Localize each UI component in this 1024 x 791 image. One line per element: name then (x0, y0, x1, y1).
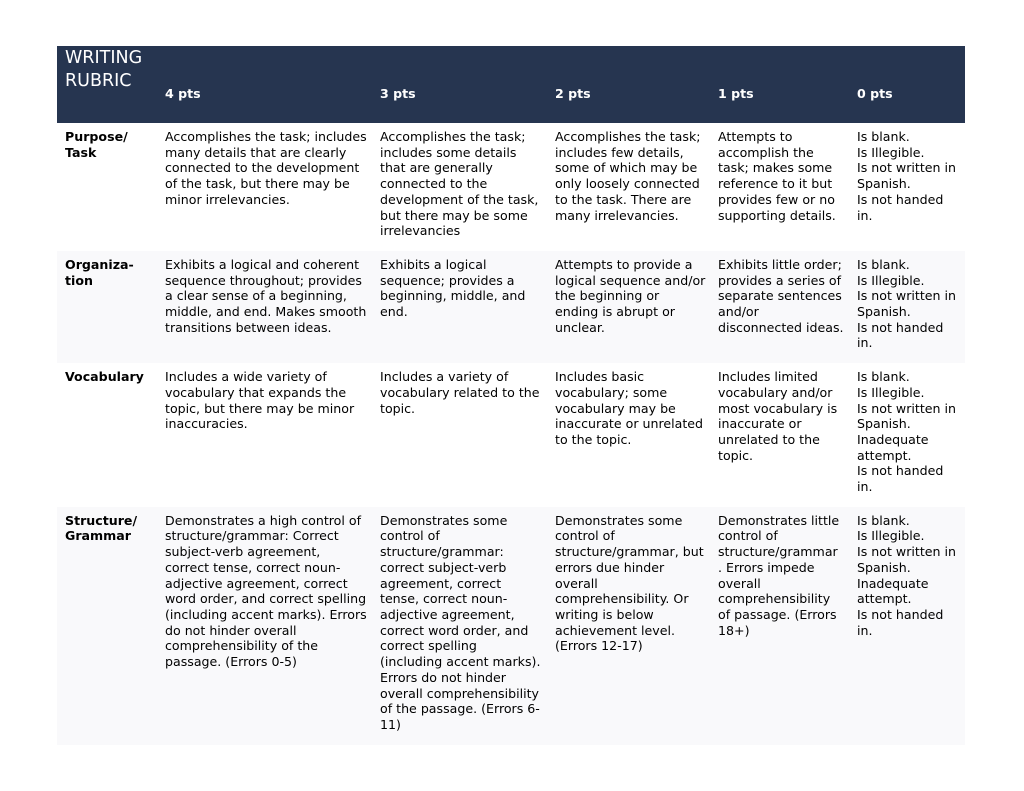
descriptor-2-pts: Attempts to provide a logical sequence and/or the beginning or ending is abrupt or unclear. (555, 256, 706, 335)
zero-item: Is not written in Spanish. (857, 544, 956, 575)
level-header-4-pts: 4 pts (165, 86, 201, 102)
zero-item: Is Illegible. (857, 272, 925, 288)
zero-item: Is not handed in. (857, 606, 944, 638)
zero-item: Is blank. (857, 256, 910, 272)
level-header-1-pts: 1 pts (718, 86, 754, 102)
descriptor-1-pts: Exhibits little order; provides a series of separate sentences and/or disconnected ideas. (718, 256, 844, 335)
criterion-label (57, 251, 157, 363)
descriptor-3-pts: Exhibits a logical sequence; provides a beginning, middle, and end. (380, 256, 526, 320)
zero-item: Is not written in Spanish. (857, 288, 956, 320)
rubric-header (57, 46, 965, 123)
zero-item: Is not written in Spanish. (857, 400, 956, 432)
criterion-label-line-1: Vocabulary (65, 369, 144, 385)
descriptor-2-pts: Demonstrates some control of structure/grammar, but errors due hinder overall comprehensibility. Or writing is below achievement level. (Errors 12-17) (555, 512, 704, 654)
descriptor-2-pts: Accomplishes the task; includes few details, some of which may be only loosely connected to the task. There are many irrelevancies. (555, 129, 701, 223)
zero-item: Is not handed in. (857, 191, 944, 223)
criterion-label (57, 123, 157, 251)
descriptor-1-pts: Attempts to accomplish the task; makes some reference to it but provides few or no supporting details. (718, 129, 836, 223)
zero-item: Is Illegible. (857, 528, 925, 544)
level-header-2-pts: 2 pts (555, 86, 591, 102)
zero-item: Is not written in Spanish. (857, 160, 956, 192)
descriptor-3-pts: Includes a variety of vocabulary related to the topic. (380, 369, 540, 416)
criterion-row-vocabulary (57, 363, 965, 507)
zero-item: Is Illegible. (857, 384, 925, 400)
zero-item: Is blank. (857, 369, 910, 385)
descriptor-0-pts (849, 507, 965, 745)
descriptor-1-pts: Demonstrates little control of structure/grammar . Errors impede overall comprehensibility of passage. (Errors 18+) (718, 512, 840, 638)
descriptor-3-pts: Accomplishes the task; includes some details that are generally connected to the development of the task, but there may be some irrelevancies (380, 129, 539, 239)
zero-item: Inadequate attempt. (857, 575, 929, 607)
criterion-row-purpose-task (57, 123, 965, 251)
criterion-label-line-1: Structure/ (65, 512, 138, 528)
zero-item: Is not handed in. (857, 463, 944, 495)
level-header-3-pts: 3 pts (380, 86, 416, 102)
zero-item: Is blank. (857, 512, 910, 528)
zero-item: Inadequate attempt. (857, 431, 929, 463)
criterion-label-line-1: Purpose/ (65, 129, 128, 144)
descriptor-4-pts: Includes a wide variety of vocabulary that expands the topic, but there may be minor inaccuracies. (165, 369, 355, 432)
rubric-body (57, 123, 965, 745)
criterion-row-organization (57, 251, 965, 363)
descriptor-0-pts (849, 251, 965, 363)
descriptor-2-pts: Includes basic vocabulary; some vocabulary may be inaccurate or unrelated to the topic. (555, 369, 704, 447)
header-row (57, 46, 965, 123)
descriptor-4-pts: Accomplishes the task; includes many details that are clearly connected to the development of the task, but there may be minor irrelevancies. (165, 129, 367, 207)
zero-item: Is not handed in. (857, 319, 944, 351)
zero-item: Is Illegible. (857, 144, 925, 160)
criterion-label (57, 507, 157, 745)
rubric-title-line-1: WRITING (65, 48, 143, 68)
descriptor-3-pts: Demonstrates some control of structure/grammar: correct subject-verb agreement, correct tense, correct noun-adjective agreement, correct word order, and correct spelling (including accent marks). Errors do not hinder overall comprehensibility of the passage. (Errors 6-11) (380, 512, 541, 732)
criterion-label-line-2: Grammar (65, 528, 132, 544)
criterion-row-structure-grammar (57, 507, 965, 745)
criterion-label-line-1: Organiza- (65, 256, 134, 272)
criterion-label-line-2: tion (65, 272, 93, 288)
descriptor-4-pts: Demonstrates a high control of structure/grammar: Correct subject-verb agreement, correct tense, correct noun-adjective agreement, correct word order, and correct spelling (including accent marks). Errors do not hinder overall comprehensibility of the passage. (Errors 0-5) (165, 512, 367, 670)
rubric-title (57, 46, 157, 123)
criterion-label-line-2: Task (65, 144, 97, 160)
descriptor-1-pts: Includes limited vocabulary and/or most vocabulary is inaccurate or unrelated to the topic. (718, 369, 838, 463)
descriptor-0-pts (849, 363, 965, 507)
criterion-label (57, 363, 157, 507)
descriptor-4-pts: Exhibits a logical and coherent sequence throughout; provides a clear sense of a beginning, middle, and end. Makes smooth transitions between ideas. (165, 256, 367, 335)
writing-rubric-table (57, 46, 965, 745)
level-header-0-pts: 0 pts (857, 86, 893, 102)
rubric-title-line-2: RUBRIC (65, 71, 132, 91)
descriptor-0-pts (849, 123, 965, 251)
zero-item: Is blank. (857, 129, 910, 144)
